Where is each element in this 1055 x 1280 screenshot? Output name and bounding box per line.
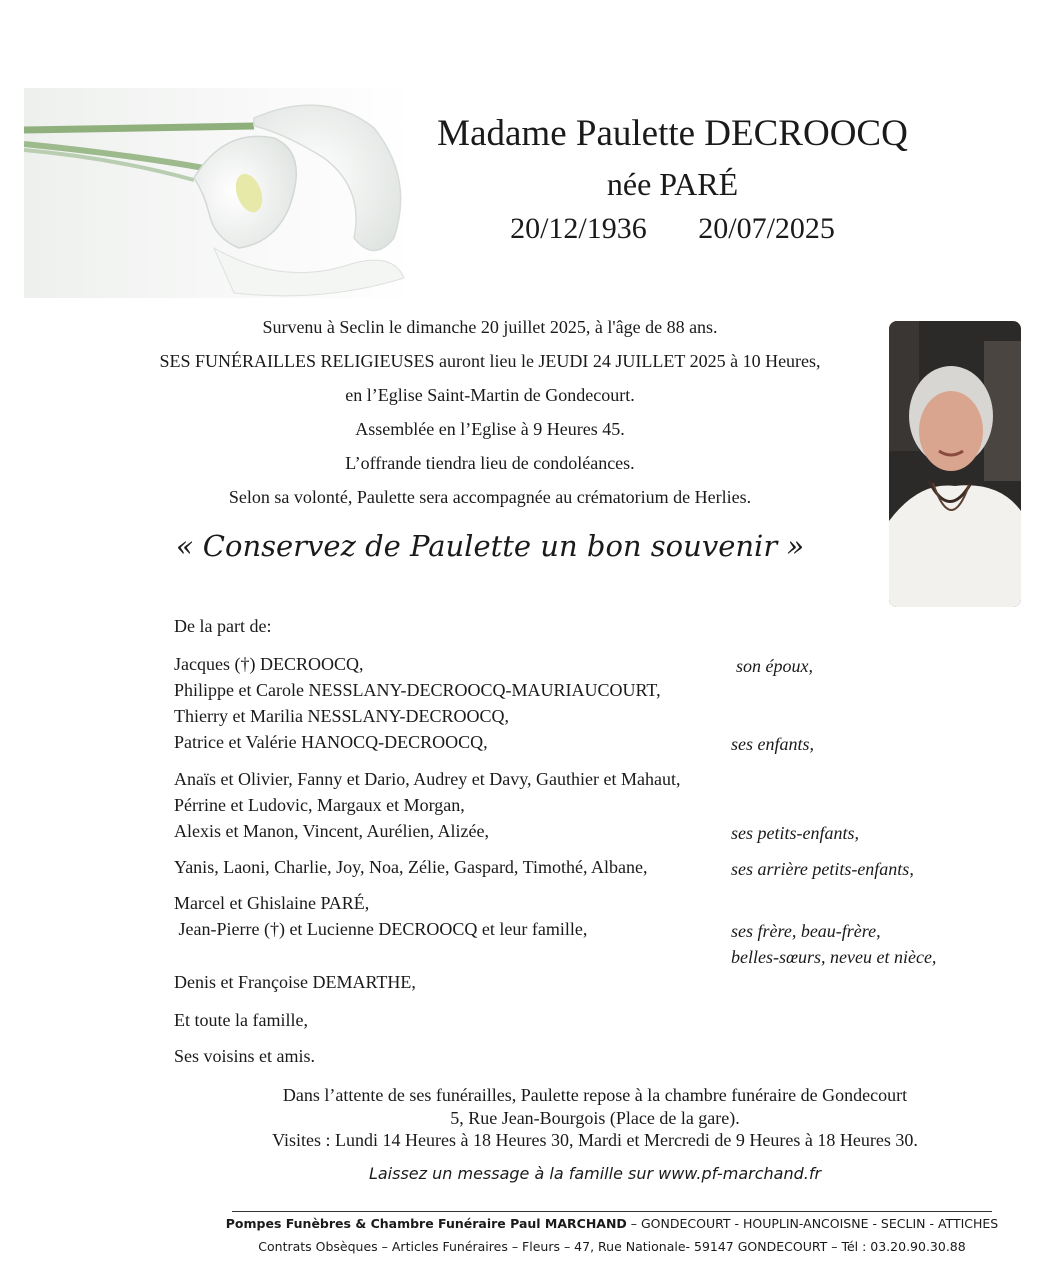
announcement-line: L’offrande tiendra lieu de condoléances. [345, 453, 635, 473]
closing-line: Visites : Lundi 14 Heures à 18 Heures 30, Mardi et Mercredi de 9 Heures à 18 Heures 30. [272, 1130, 918, 1150]
deceased-name: Madame Paulette DECROOCQ [437, 113, 908, 154]
closing-line: Dans l’attente de ses funérailles, Paulette repose à la chambre funéraire de Gondecourt [282, 1085, 908, 1105]
family-line: Philippe et Carole NESSLANY-DECROOCQ-MAURIAUCOURT, [174, 680, 661, 700]
announcement-line: Selon sa volonté, Paulette sera accompagnée au crématorium de Herlies. [228, 487, 752, 507]
closing-line: 5, Rue Jean-Bourgois (Place de la gare). [450, 1108, 740, 1128]
maiden-name: née PARÉ [606, 166, 739, 202]
relation-label: ses petits-enfants, [731, 823, 859, 843]
family-line: Jean-Pierre (†) et Lucienne DECROOCQ et leur famille, [174, 919, 588, 939]
funeral-home-locations: – GONDECOURT - HOUPLIN-ANCOISNE - SECLIN - ATTICHES [626, 1216, 999, 1231]
family-line: Ses voisins et amis. [174, 1046, 316, 1066]
announcement-line: Survenu à Seclin le dimanche 20 juillet 2025, à l'âge de 88 ans. [262, 317, 718, 337]
family-line: Jacques (†) DECROOCQ, [174, 654, 364, 674]
relation-label: ses arrière petits-enfants, [731, 859, 914, 879]
life-dates [330, 212, 1015, 246]
family-line: Patrice et Valérie HANOCQ-DECROOCQ, [174, 732, 488, 752]
relation-label: belles-sœurs, neveu et nièce, [731, 947, 937, 967]
footer-divider [232, 1211, 992, 1212]
relation-label: ses frère, beau-frère, [731, 921, 881, 941]
quote: « Conservez de Paulette un bon souvenir » [175, 529, 805, 563]
family-intro: De la part de: [174, 616, 272, 636]
family-line: Et toute la famille, [174, 1010, 308, 1030]
family-line: Pérrine et Ludovic, Margaux et Morgan, [174, 795, 465, 815]
death-date: 20/07/2025 [698, 212, 835, 245]
family-line: Marcel et Ghislaine PARÉ, [174, 893, 370, 913]
birth-date: 20/12/1936 [510, 212, 647, 245]
relation-label: ses enfants, [731, 734, 814, 754]
portrait-photo [889, 321, 1021, 607]
announcement-line: SES FUNÉRAILLES RELIGIEUSES auront lieu le JEUDI 24 JUILLET 2025 à 10 Heures, [159, 351, 821, 371]
announcement-line: en l’Eglise Saint-Martin de Gondecourt. [345, 385, 635, 405]
family-line: Thierry et Marilia NESSLANY-DECROOCQ, [174, 706, 509, 726]
funeral-home-line [222, 1216, 1002, 1231]
website-message: Laissez un message à la famille sur www.pf-marchand.fr [368, 1164, 822, 1183]
family-line: Yanis, Laoni, Charlie, Joy, Noa, Zélie, Gaspard, Timothé, Albane, [174, 857, 648, 877]
family-line: Alexis et Manon, Vincent, Aurélien, Alizée, [174, 821, 490, 841]
funeral-home-contact: Contrats Obsèques – Articles Funéraires – Fleurs – 47, Rue Nationale- 59147 GONDECOURT – Tél : 03.20.90.30.88 [258, 1239, 966, 1254]
relation-label: son époux, [736, 656, 813, 676]
family-line: Denis et Françoise DEMARTHE, [174, 972, 416, 992]
announcement-line: Assemblée en l’Eglise à 9 Heures 45. [355, 419, 625, 439]
family-line: Anaïs et Olivier, Fanny et Dario, Audrey et Davy, Gauthier et Mahaut, [174, 769, 681, 789]
funeral-home-name: Pompes Funèbres & Chambre Funéraire Paul MARCHAND [225, 1216, 627, 1231]
